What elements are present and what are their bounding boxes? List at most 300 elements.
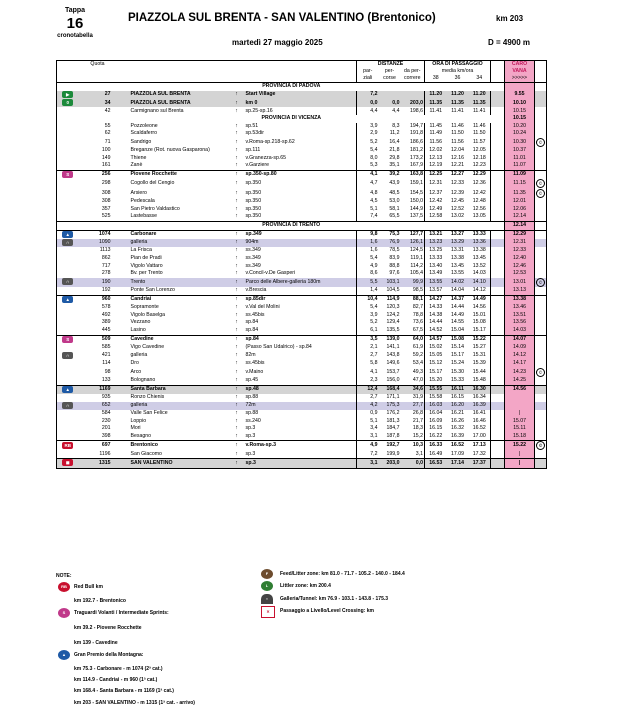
stage-row <box>57 425 547 433</box>
time-38: 16.33 <box>425 441 447 451</box>
distance-remaining: 31,9 <box>401 394 425 402</box>
finish-flag-icon: ◼ <box>62 459 73 466</box>
altitude: 509 <box>79 335 117 344</box>
distance-partial: 5,3 <box>370 162 378 169</box>
stage-row <box>57 377 547 385</box>
distance-remaining: 59,2 <box>401 352 425 360</box>
time-38: 16.15 <box>429 425 443 432</box>
start-flag-icon: ▶ <box>62 91 73 98</box>
distance-remaining: 82,7 <box>401 304 425 312</box>
col-distanze: DISTANZE <box>357 61 425 69</box>
road-info: v.Granezza-sp.65 <box>245 155 357 163</box>
time-36: 16.39 <box>451 432 464 439</box>
location-name: Trento <box>117 278 229 287</box>
distance-remaining: 64,0 <box>401 335 425 344</box>
carovana-time: 12.06 <box>505 206 535 214</box>
distance-covered: 39,2 <box>379 170 401 179</box>
distance-remaining: 186,6 <box>401 138 425 147</box>
road-info: v.Garziere <box>245 162 357 170</box>
distance-remaining: 150,0 <box>401 198 425 206</box>
distance-covered: 43,9 <box>389 180 400 187</box>
direction-arrow: ↑ <box>229 385 245 394</box>
carovana-time: 12.33 <box>505 247 535 255</box>
distance-partial: 2,9 <box>370 130 378 137</box>
carovana-time: 14.25 <box>505 377 535 385</box>
stage-row <box>57 239 547 247</box>
road-info: ss.349 <box>245 263 357 271</box>
location-name: San Giacomo <box>130 450 162 457</box>
road-info: v.Concil-v.De Gasperi <box>245 270 357 278</box>
road-info: v.Val del Molini <box>245 304 357 312</box>
time-36: 11.50 <box>451 130 464 137</box>
time-34: 17.13 <box>469 441 491 451</box>
direction-arrow: ↑ <box>235 270 238 277</box>
distance-remaining: 26,8 <box>401 410 425 418</box>
mountain-icon: ▲ <box>58 650 70 660</box>
carovana-time: 13.13 <box>505 287 535 295</box>
stage-row <box>57 451 547 459</box>
distance-covered: 153,7 <box>386 368 400 375</box>
location-name: Vigo Cavedine <box>130 344 165 351</box>
distance-remaining: 18,3 <box>401 425 425 433</box>
tunnel-icon <box>57 352 79 360</box>
distance-covered: 176,2 <box>386 410 400 417</box>
time-34: 14.10 <box>469 278 491 287</box>
distance-partial: 5,4 <box>370 304 378 311</box>
carovana-time: 10.15 <box>505 115 535 123</box>
stage-row <box>57 327 547 335</box>
time-38: 11.20 <box>425 91 447 99</box>
time-38: 12.31 <box>429 180 443 187</box>
time-36: 15.17 <box>451 352 464 359</box>
distance-partial: 10,4 <box>357 295 379 304</box>
time-34: 11.50 <box>469 130 491 138</box>
stage-row <box>57 179 547 188</box>
time-38: 16.53 <box>425 459 447 468</box>
location-name: Lasino <box>130 327 146 334</box>
time-34: 16.30 <box>469 385 491 394</box>
distance-covered: 97,6 <box>389 270 400 277</box>
carovana-time: 13.38 <box>505 295 535 304</box>
altitude: 1113 <box>99 247 111 254</box>
altitude: 584 <box>101 410 111 417</box>
stage-row <box>57 213 547 221</box>
distance-covered: 48,5 <box>389 189 400 196</box>
time-38: 16.03 <box>425 402 447 410</box>
distance-remaining: 191,8 <box>401 130 425 138</box>
stage-row <box>57 312 547 320</box>
direction-arrow: ↑ <box>235 147 238 154</box>
time-36: 16.26 <box>451 417 464 424</box>
distance-covered: 149,6 <box>386 360 400 367</box>
distance-partial: 5,8 <box>370 360 378 367</box>
location-name: Dro <box>130 360 139 367</box>
carovana-time: 12.14 <box>505 221 535 230</box>
stage-date: martedì 27 maggio 2025 <box>232 38 323 47</box>
time-38: 15.05 <box>429 352 443 359</box>
location-name: Arsiero <box>130 189 147 196</box>
distance-covered: 65,5 <box>389 213 400 220</box>
road-info: 72m <box>245 402 357 410</box>
altitude: 862 <box>101 255 111 262</box>
distance-partial: 2,3 <box>370 377 378 384</box>
time-38: 13.23 <box>425 239 447 247</box>
location-name: Valle San Felice <box>130 410 168 417</box>
road-info: sp.84 <box>245 335 357 344</box>
stage-row <box>57 304 547 312</box>
time-36: 16.52 <box>447 441 469 451</box>
crossing-circle-icon: © <box>536 368 545 377</box>
road-info: sp.45 <box>245 377 357 385</box>
carovana-time: 14.03 <box>505 327 535 335</box>
time-34: 16.52 <box>469 425 491 433</box>
time-36: 12.27 <box>447 170 469 179</box>
crossing-circle-icon: © <box>536 278 545 287</box>
distance-remaining: 0,0 <box>401 459 425 468</box>
level-crossing-mark <box>535 179 547 188</box>
time-34: 11.57 <box>469 138 491 147</box>
distance-partial: 4,7 <box>370 180 378 187</box>
stage-type: cronotabella <box>57 33 93 39</box>
carovana-time: 10.30 <box>505 138 535 147</box>
distance-covered: 175,3 <box>379 402 401 410</box>
time-38: 14.33 <box>429 304 443 311</box>
redbull-icon: RB <box>58 582 70 592</box>
carovana-time: 12.31 <box>505 239 535 247</box>
stage-row <box>57 441 547 451</box>
time-38: 13.25 <box>429 247 443 254</box>
time-36: 13.02 <box>451 213 464 220</box>
tunnel-icon <box>57 278 79 287</box>
stage-row <box>57 394 547 402</box>
redbull-icon: RB <box>62 442 73 449</box>
distance-covered: 29,8 <box>389 154 400 161</box>
distance-remaining: 10,3 <box>401 441 425 451</box>
distance-covered: 75,3 <box>379 230 401 239</box>
col-per: per- <box>384 68 395 74</box>
direction-arrow: ↑ <box>229 459 245 468</box>
stage-row <box>57 206 547 214</box>
distance-partial: 0,9 <box>370 410 378 417</box>
road-info: sp.350 <box>245 189 357 198</box>
carovana-time: 15.18 <box>505 433 535 441</box>
carovana-time: 14.07 <box>505 335 535 344</box>
road-info: sp.85dir <box>245 295 357 304</box>
altitude: 398 <box>101 432 111 439</box>
carovana-time: 15.22 <box>505 441 535 451</box>
time-34: 14.12 <box>469 287 491 295</box>
distance-covered: 21,8 <box>389 147 400 154</box>
distance-covered: 58,1 <box>389 205 400 212</box>
distance-covered: 124,2 <box>386 311 400 318</box>
distance-remaining: 88,1 <box>401 295 425 304</box>
time-38: 14.44 <box>429 319 443 326</box>
distance-remaining: 114,2 <box>401 263 425 271</box>
time-36: 14.44 <box>451 304 464 311</box>
distance-covered: 129,4 <box>386 319 400 326</box>
direction-arrow: ↑ <box>235 255 238 262</box>
distance-covered: 53,0 <box>389 198 400 205</box>
distance-remaining: 163,8 <box>401 170 425 179</box>
distance-remaining: 119,1 <box>401 255 425 263</box>
sprint-icon <box>57 170 79 179</box>
time-38: 12.13 <box>429 154 443 161</box>
direction-arrow: ↑ <box>235 368 238 375</box>
note-gpm-2: km 114.9 - Candriai - m 960 (1ª cat.) <box>74 677 158 683</box>
location-name: San Pietro Valdastico <box>130 205 180 212</box>
road-info: v.Brescia <box>245 287 357 295</box>
time-34: 12.23 <box>469 162 491 170</box>
time-38: 16.04 <box>429 410 443 417</box>
time-34: 12.42 <box>469 189 491 198</box>
level-crossing-mark <box>535 189 547 198</box>
time-36: 15.24 <box>451 360 464 367</box>
location-name: Piovene Rocchette <box>117 170 229 179</box>
time-34: 15.48 <box>469 377 491 385</box>
stage-row <box>57 360 547 368</box>
direction-arrow: ↑ <box>235 425 238 432</box>
location-name: Cavedine <box>117 335 229 344</box>
speed-38: 38 <box>425 75 447 83</box>
time-36: 15.08 <box>447 335 469 344</box>
time-34: 13.52 <box>469 263 491 271</box>
stage-row <box>57 433 547 441</box>
stage-title: PIAZZOLA SUL BRENTA - SAN VALENTINO (Brentonico) <box>128 12 436 24</box>
direction-arrow: ↑ <box>229 441 245 451</box>
direction-arrow: ↑ <box>235 344 238 351</box>
stage-row <box>57 335 547 344</box>
note-gpm-3: km 168.4 - Santa Barbara - m 1169 (1ª cat.) <box>74 688 174 694</box>
time-36: 13.55 <box>451 270 464 277</box>
direction-arrow: ↑ <box>235 410 238 417</box>
road-info: v.Roma-sp.218-sp.62 <box>245 138 357 147</box>
distance-covered: 103,1 <box>379 278 401 287</box>
direction-arrow: ↑ <box>235 377 238 384</box>
altitude: 357 <box>101 205 111 212</box>
distance-remaining: 15,2 <box>401 433 425 441</box>
time-34: 14.03 <box>469 270 491 278</box>
distance-covered: 104,5 <box>386 287 400 294</box>
distance-covered: 4,4 <box>392 107 400 114</box>
location-name: Vigolo Baselga <box>130 311 166 318</box>
altitude: 421 <box>101 352 111 359</box>
altitude: 697 <box>79 441 117 451</box>
altitude: 525 <box>101 213 111 220</box>
distance-partial: 12,4 <box>357 385 379 394</box>
altitude: 133 <box>101 377 111 384</box>
feed-zone-icon: F <box>261 569 273 579</box>
mountain-icon: ▲ <box>62 231 73 238</box>
distance-remaining: 137,5 <box>401 213 425 221</box>
stage-row <box>57 138 547 147</box>
distance-partial: 1,4 <box>370 287 378 294</box>
carovana-time: 11.07 <box>505 162 535 170</box>
total-km: km 203 <box>496 14 524 23</box>
time-34: 15.08 <box>469 319 491 327</box>
time-34: 13.36 <box>469 239 491 247</box>
distance-partial: 5,4 <box>370 147 378 154</box>
distance-remaining: 49,3 <box>401 368 425 377</box>
distance-partial: 5,4 <box>370 255 378 262</box>
road-info: ss.349 <box>245 255 357 263</box>
distance-remaining: 144,9 <box>401 206 425 214</box>
distance-remaining: 61,9 <box>401 344 425 352</box>
stage-row <box>57 123 547 131</box>
note-gpm-4: km 203 - SAN VALENTINO - m 1315 (1ª cat. - arrivo) <box>74 700 195 706</box>
direction-arrow: ↑ <box>229 295 245 304</box>
col-media: media km/ora <box>425 68 491 75</box>
distance-covered: 88,8 <box>389 262 400 269</box>
distance-remaining: 73,6 <box>401 319 425 327</box>
time-36: 13.29 <box>447 239 469 247</box>
altitude: 445 <box>101 327 111 334</box>
distance-covered: 76,9 <box>379 239 401 247</box>
distance-partial: 1,6 <box>370 247 378 254</box>
road-info: sp.48 <box>245 385 357 394</box>
carovana-time: 13.51 <box>505 312 535 320</box>
altitude: 230 <box>101 417 111 424</box>
time-38: 13.21 <box>425 230 447 239</box>
altitude: 935 <box>101 394 111 401</box>
time-36: 14.37 <box>447 295 469 304</box>
time-38: 13.40 <box>429 262 443 269</box>
province-name: PROVINCIA DI PADOVA <box>79 83 505 91</box>
time-36: 15.04 <box>451 327 464 334</box>
level-crossing-icon: ✕ <box>261 606 275 618</box>
time-36: 12.16 <box>451 154 464 161</box>
timetable: Quota DISTANZE ORA DI PASSAGGIO CARO par- per- da per- media km/ora VANA ziali corse correre 38 36 34 >>>>> PROVINCIA DI PADOVA ▶ 27 PIAZZOLA SUL BRENTA ↑ Start Village 7,2 11.20 11.20 11.20 9.55 0 34 PIAZZOLA SUL BRENTA ↑ km 0 0,0 0,0 203,0 11.35 11.35 11.35 10.10 42 Carmignano sul Brenta ↑ sp.25-sp.16 4,4 4,4 198,6 11.41 11.41 11.41 10.15 PROVINCIA DI VICENZA 10.15 55 Pozzoleone ↑ sp.51 3,9 8,3 194,7 11.45 11.46 11.46 10.20 62 Scaldaferro ↑ sp.53dir 2,9 11,2 191,8 11.49 11.50 11.50 10.24 71 Sandrigo ↑ v.Roma-sp.218-sp.62 5,2 16,4 186,6 11.56 11.56 11.57 10.30 © 100 Breganze (Rot. nuova Gasparona) ↑ sp.111 5,4 21,8 181,2 12.02 12.04 12.05 10.37 149 Thiene ↑ v.Granezza-sp.65 8,0 29,8 173,2 12.13 12.16 12.18 11.01 161 Zanè ↑ v.Garziere 5,3 35,1 167,9 12.19 12.21 12.23 11.07 S 256 Piovene Rocchette ↑ sp.350-sp.80 4,1 39,2 163,8 12.25 12.27 12.29 11.09 298 Cogollo del Cengio ↑ sp.350 4,7 43,9 159,1 12.31 12.33 12.36 11.15 © 308 Arsiero ↑ sp.350 4,8 48,5 154,5 12.37 12.39 12.42 11.35 © 308 Pedescala ↑ sp.350 4,5 53,0 150,0 12.42 12.45 12.48 12.01 357 San Pietro Valdastico ↑ sp.350 5,1 58,1 144,9 12.49 12.52 12.56 12.06 525 Lastebasse ↑ sp.350 7,4 65,5 137,5 12.58 13.02 13.05 12.14 PROVINCIA DI TRENTO 12.14 ▲ 1074 Carbonare ↑ sp.349 9,8 75,3 127,7 13.21 13.27 13.33 12.29 ∩ 1090 galleria ↑ 904m 1,6 76,9 126,1 13.23 13.29 13.36 12.31 1113 La Frisca ↑ ss.349 1,6 78,5 124,5 13.25 13.31 13.38 12.33 862 Pian de Pradi ↑ ss.349 5,4 83,9 119,1 13.33 13.38 13.45 12.40 717 Vigolo Vattaro ↑ ss.349 4,9 88,8 114,2 13.40 13.45 13.52 12.46 278 Bv. per Trento ↑ v.Concil-v.De Gasperi 8,6 97,6 105,4 13.49 13.55 14.03 12.53 ∩ 190 Trento ↑ Parco delle Albere-galleria 180m 5,5 103,1 99,9 13.55 14.02 14.10 13.01 © 192 Ponte San Lorenzo ↑ v.Brescia 1,4 104,5 98,5 13.57 14.04 14.12 13.13 ▲ 960 Candriai ↑ sp.85dir 10,4 114,9 88,1 14.27 14.37 14.49 13.38 578 Sopramonte ↑ v.Val del Molini 5,4 120,3 82,7 14.33 14.44 14.56 13.46 492 Vigolo Baselga ↑ ss.45bis 3,9 124,2 78,8 14.38 14.49 15.01 13.51 389 Vezzano ↑ sp.84 5,2 129,4 73,6 14.44 14.55 15.08 13.56 445 Lasino ↑ sp.84 6,1 135,5 67,5 14.52 15.04 15.17 14.03 S 509 Cavedine ↑ sp.84 3,5 139,0 64,0 14.57 15.08 15.22 14.07 585 Vigo Cavedine ↑ (Passo San Udalrico) - sp.84 2,1 141,1 61,9 15.02 15.14 15.27 14.09 ∩ 421 galleria ↑ 82m 2,7 143,8 59,2 15.05 15.17 15.31 14.12 114 Dro ↑ ss.45bis 5,8 149,6 53,4 15.12 15.24 15.39 14.17 98 Arco ↑ v.Maino 4,1 153,7 49,3 15.17 15.30 15.44 14.23 © 133 Bolognano ↑ sp.45 2,3 156,0 47,0 15.20 15.33 15.48 14.25 ▲ 1169 Santa Barbara ↑ sp.48 12,4 168,4 34,6 15.55 16.11 16.30 14.56 935 Ronzo Chienis ↑ sp.88 2,7 171,1 31,9 15.58 16.15 16.34 ∩ 652 galleria ↑ 72m 4,2 175,3 27,7 16.03 16.20 16.39 584 Valle San Felice ↑ sp.88 0,9 176,2 26,8 16.04 16.21 16.41 | 230 Loppio ↑ ss.240 5,1 181,3 21,7 16.09 16.26 16.46 15.07 201 Mori ↑ sp.3 3,4 184,7 18,3 16.15 16.32 16.52 15.11 398 Besagno ↑ sp.3 3,1 187,8 15,2 16.22 16.39 17.00 15.18 RB 697 Brentonico ↑ v.Roma-sp.3 4,9 192,7 10,3 16.33 16.52 17.13 15.22 © 1196 San Giacomo ↑ sp.3 7,2 199,9 3,1 16.49 17.09 17.32 | ◼ 1315 SAN VALENTINO ↑ sp.3 3,1 203,0 0,0 16.53 17.14 17.37 | <box>56 60 547 469</box>
time-38: 12.49 <box>429 205 443 212</box>
location-name: Scaldaferro <box>130 130 158 137</box>
time-38: 11.49 <box>429 130 443 137</box>
time-38: 14.38 <box>429 311 443 318</box>
province-row <box>57 115 547 123</box>
time-36: 11.46 <box>451 122 464 129</box>
carovana-time: 15.11 <box>505 425 535 433</box>
distance-remaining: 3,1 <box>401 451 425 459</box>
mountain-icon <box>57 295 79 304</box>
time-36: 11.56 <box>451 138 464 145</box>
stage-row <box>57 198 547 206</box>
time-36: 11.20 <box>447 91 469 99</box>
altitude: 1196 <box>99 450 111 457</box>
direction-arrow: ↑ <box>235 319 238 326</box>
col-ora-passaggio: ORA DI PASSAGGIO <box>425 61 491 69</box>
location-name: Brentonico <box>117 441 229 451</box>
direction-arrow: ↑ <box>235 450 238 457</box>
time-36: 16.20 <box>447 402 469 410</box>
sprint-icon: S <box>62 336 73 343</box>
carovana-time: 15.07 <box>505 418 535 426</box>
carovana-time: | <box>505 451 535 459</box>
time-38: 15.02 <box>429 344 443 351</box>
time-34: 15.39 <box>469 360 491 368</box>
direction-arrow: ↑ <box>235 262 238 269</box>
time-38: 15.20 <box>429 377 443 384</box>
level-crossing-mark <box>535 368 547 377</box>
redbull-icon <box>57 441 79 451</box>
altitude: 308 <box>101 198 111 205</box>
speed-34: 34 <box>469 75 491 83</box>
carovana-time <box>505 394 535 402</box>
altitude: 71 <box>104 138 111 145</box>
stage-row <box>57 385 547 394</box>
location-name: Ronzo Chienis <box>130 394 165 401</box>
stage-row <box>57 189 547 198</box>
time-38: 13.57 <box>429 287 443 294</box>
direction-arrow: ↑ <box>235 122 238 129</box>
time-38: 11.56 <box>429 138 443 145</box>
time-38: 13.55 <box>425 278 447 287</box>
direction-arrow: ↑ <box>235 352 238 359</box>
road-info: sp.3 <box>245 459 357 468</box>
notes-title: NOTE: <box>56 573 72 579</box>
carovana-time: 11.35 <box>505 189 535 198</box>
province-row <box>57 221 547 230</box>
tunnel-icon: ∩ <box>62 402 73 409</box>
location-name: Bolognano <box>130 377 156 384</box>
col-par: par- <box>363 68 373 74</box>
stage-row <box>57 270 547 278</box>
distance-covered: 184,7 <box>386 425 400 432</box>
carovana-time: 14.17 <box>505 360 535 368</box>
road-info: (Passo San Udalrico) - sp.84 <box>245 344 357 352</box>
time-34: 15.31 <box>469 352 491 360</box>
direction-arrow: ↑ <box>229 278 245 287</box>
altitude: 1169 <box>79 385 117 394</box>
direction-arrow: ↑ <box>235 311 238 318</box>
time-38: 12.58 <box>429 213 443 220</box>
distance-covered: 156,0 <box>386 377 400 384</box>
direction-arrow: ↑ <box>235 304 238 311</box>
direction-arrow: ↑ <box>235 189 238 196</box>
distance-remaining: 78,8 <box>401 312 425 320</box>
time-38: 12.37 <box>429 189 443 196</box>
stage-row <box>57 278 547 287</box>
distance-partial: 2,1 <box>370 344 378 351</box>
distance-partial: 3,5 <box>357 335 379 344</box>
col-quota: Quota <box>79 61 117 69</box>
distance-remaining: 27,7 <box>401 402 425 410</box>
time-34: 12.56 <box>469 206 491 214</box>
tunnel-icon: ∩ <box>62 352 73 359</box>
direction-arrow: ↑ <box>235 360 238 367</box>
distance-covered: 0,0 <box>379 99 401 107</box>
carovana-time: | <box>505 459 535 468</box>
time-36: 11.41 <box>451 107 464 114</box>
distance-covered: 168,4 <box>379 385 401 394</box>
time-38: 14.27 <box>425 295 447 304</box>
province-row <box>57 83 547 91</box>
tunnel-icon: ∩ <box>62 278 73 285</box>
road-info: Parco delle Albere-galleria 180m <box>245 278 357 287</box>
km0-icon: 0 <box>62 99 73 106</box>
elevation-gain: D = 4900 m <box>488 38 531 47</box>
distance-partial: 5,1 <box>370 205 378 212</box>
road-info: sp.350 <box>245 198 357 206</box>
time-38: 14.52 <box>429 327 443 334</box>
altitude: 192 <box>101 287 111 294</box>
time-34: 14.56 <box>469 304 491 312</box>
location-name: SAN VALENTINO <box>117 459 229 468</box>
distance-covered: 187,8 <box>386 432 400 439</box>
altitude: 1074 <box>79 230 117 239</box>
distance-partial: 4,8 <box>370 189 378 196</box>
time-38: 15.55 <box>425 385 447 394</box>
carovana-time: 10.24 <box>505 130 535 138</box>
stage-row <box>57 418 547 426</box>
direction-arrow: ↑ <box>235 180 238 187</box>
